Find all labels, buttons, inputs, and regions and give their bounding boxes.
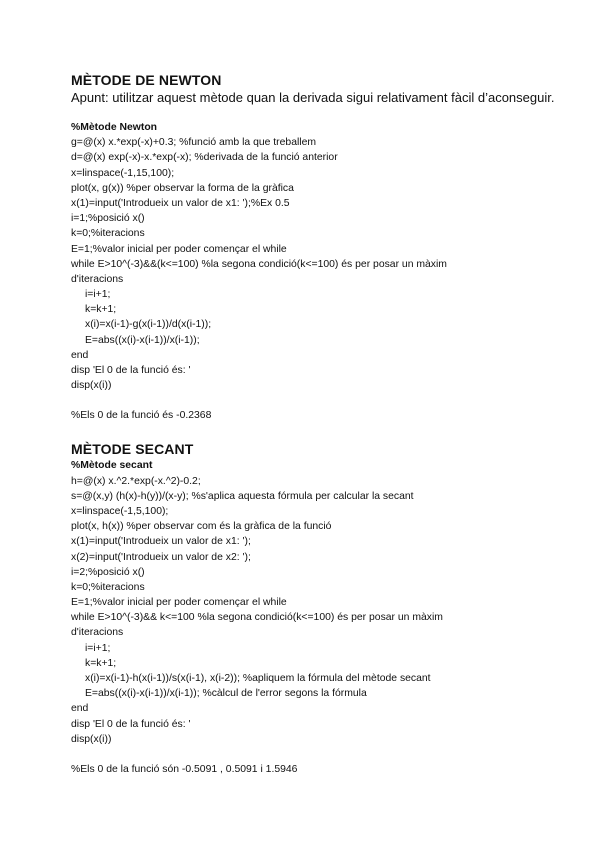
code-line: E=1;%valor inicial per poder començar el while	[71, 243, 287, 255]
newton-code-title: %Mètode Newton	[71, 122, 158, 133]
code-line: disp(x(i))	[71, 733, 112, 745]
secant-result: %Els 0 de la funció són -0.5091 , 0.5091 i 1.5946	[71, 763, 298, 775]
code-line-indented: i=i+1;	[85, 642, 111, 654]
code-line-indented: i=i+1;	[85, 289, 111, 301]
code-line: while E>10^(-3)&& k<=100 %la segona condició(k<=100) és per posar un màxim	[71, 612, 443, 624]
code-line: d'iteracions	[71, 627, 124, 639]
code-line: k=0;%iteracions	[71, 581, 145, 593]
code-line: h=@(x) x.^2.*exp(-x.^2)-0.2;	[71, 475, 201, 487]
code-line: x(2)=input('Introdueix un valor de x2: ');	[71, 551, 251, 563]
document-page	[71, 72, 571, 777]
code-line: disp 'El 0 de la funció és: '	[71, 718, 191, 730]
code-line: s=@(x,y) (h(x)-h(y))/(x-y); %s'aplica aquesta fórmula per calcular la secant	[71, 490, 414, 502]
secant-heading: MÈTODE SECANT	[71, 441, 194, 458]
code-line: end	[71, 349, 89, 361]
code-line: end	[71, 703, 89, 715]
code-line-indented: E=abs((x(i)-x(i-1))/x(i-1)); %càlcul de l'error segons la fórmula	[85, 688, 367, 700]
code-line-indented: x(i)=x(i-1)-h(x(i-1))/s(x(i-1), x(i-2)); %apliquem la fórmula del mètode secant	[85, 673, 431, 684]
code-line: disp(x(i))	[71, 380, 112, 392]
newton-intro: Apunt: utilitzar aquest mètode quan la derivada sigui relativament fàcil d’aconseguir.	[71, 90, 555, 105]
newton-code-block	[71, 135, 571, 393]
code-line: x(1)=input('Introdueix un valor de x1: ');%Ex 0.5	[71, 197, 290, 209]
code-line: while E>10^(-3)&&(k<=100) %la segona condició(k<=100) és per posar un màxim	[71, 258, 447, 270]
code-line: plot(x, g(x)) %per observar la forma de la gràfica	[71, 182, 294, 194]
code-line-indented: k=k+1;	[85, 657, 117, 669]
code-line: g=@(x) x.*exp(-x)+0.3; %funció amb la que treballem	[71, 137, 317, 149]
newton-result: %Els 0 de la funció és -0.2368	[71, 410, 212, 422]
code-line: x(1)=input('Introdueix un valor de x1: ');	[71, 536, 251, 548]
code-line: E=1;%valor inicial per poder començar el while	[71, 597, 287, 609]
code-line: d'iteracions	[71, 273, 124, 285]
secant-code-block	[71, 474, 571, 747]
code-line: x=linspace(-1,15,100);	[71, 167, 175, 179]
code-line: x=linspace(-1,5,100);	[71, 505, 169, 517]
code-line: plot(x, h(x)) %per observar com és la gràfica de la funció	[71, 521, 332, 533]
code-line-indented: k=k+1;	[85, 304, 117, 316]
secant-section	[71, 441, 571, 777]
newton-heading: MÈTODE DE NEWTON	[71, 72, 222, 88]
code-line: d=@(x) exp(-x)-x.*exp(-x); %derivada de la funció anterior	[71, 152, 338, 164]
code-line: k=0;%iteracions	[71, 228, 145, 240]
newton-section	[71, 72, 571, 423]
code-line: disp 'El 0 de la funció és: '	[71, 365, 191, 376]
code-line: i=1;%posició x()	[71, 213, 145, 225]
secant-code-title: %Mètode secant	[71, 460, 153, 472]
code-line: i=2;%posició x()	[71, 566, 145, 578]
code-line-indented: E=abs((x(i)-x(i-1))/x(i-1));	[85, 334, 200, 346]
code-line-indented: x(i)=x(i-1)-g(x(i-1))/d(x(i-1));	[85, 319, 212, 331]
